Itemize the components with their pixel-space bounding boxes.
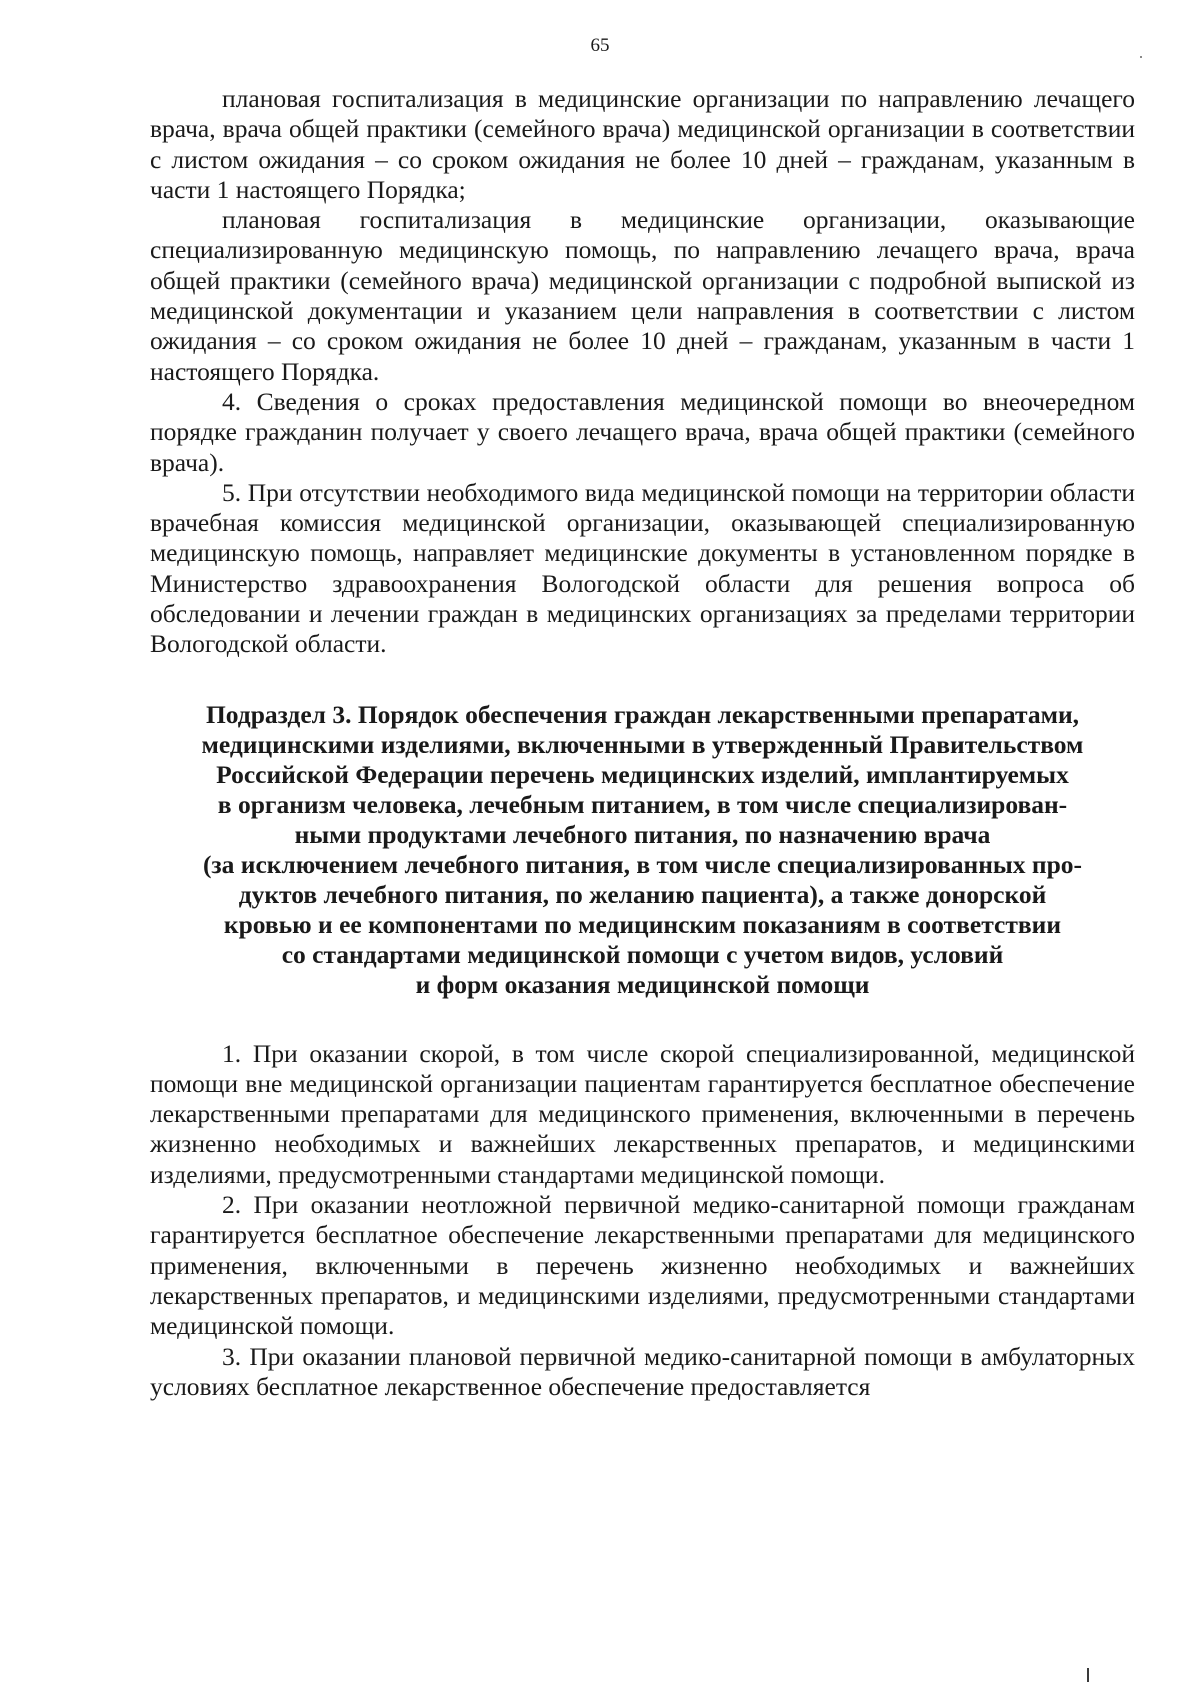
page-number: 65 <box>590 35 610 56</box>
section-heading <box>150 700 1135 1001</box>
scan-artifact-dot <box>1140 56 1142 58</box>
section-heading-line: дуктов лечебного питания, по желанию пациента), а также донорской <box>238 880 1047 910</box>
section-heading-line: медицинскими изделиями, включенными в утвержденный Правительством <box>201 729 1084 759</box>
paragraph-item-4: 4. Сведения о сроках предоставления медицинской помощи во внеочередном порядке гражданин получает у своего лечащего врача, врача общей практики (семейного врача). <box>150 386 1135 477</box>
section-heading-line: (за исключением лечебного питания, в том числе специализированных про- <box>202 850 1083 880</box>
paragraph-item-2: 2. При оказании неотложной первичной медико-санитарной помощи гражданам гарантируется бесплатное обеспечение лекарственными препаратами для медицинского применения, включенными в перечень жизненно необходимых и важнейших лекарственных препаратов, и медицинскими изделиями, предусмотренными стандартами медицинской помощи. <box>150 1190 1135 1341</box>
section-heading-line: Российской Федерации перечень медицинских изделий, имплантируемых <box>216 759 1069 789</box>
section-heading-line: кровью и ее компонентами по медицинским показаниям в соответствии <box>223 910 1062 940</box>
section-heading-line: ными продуктами лечебного питания, по назначению врача <box>294 820 991 850</box>
section-heading-line: в организм человека, лечебным питанием, в том числе специализирован- <box>217 789 1068 819</box>
paragraph-item-5: 5. При отсутствии необходимого вида медицинской помощи на территории области врачебная комиссия медицинской организации, оказывающей специализированную медицинскую помощь, направляет медицинские документы в установленном порядке в Министерство здравоохранения Вологодской области для решения вопроса об обследовании и лечении граждан в медицинских организациях за пределами территории Вологодской области. <box>150 477 1135 659</box>
scan-artifact-tick <box>1087 1668 1089 1682</box>
section-heading-line: Подраздел 3. Порядок обеспечения граждан лекарственными препаратами, <box>205 699 1080 729</box>
paragraph-item-3: 3. При оказании плановой первичной медико-санитарной помощи в амбулаторных условиях бесплатное лекарственное обеспечение предоставляется <box>150 1341 1135 1401</box>
paragraph-planned-hospitalization: плановая госпитализация в медицинские организации по направлению лечащего врача, врача общей практики (семейного врача) медицинской организации в соответствии с листом ожидания – со сроком ожидания не более 10 дней – гражданам, указанным в части 1 настоящего Порядка; <box>150 84 1135 204</box>
document-body <box>150 84 1135 1402</box>
paragraph-item-1: 1. При оказании скорой, в том числе скорой специализированной, медицинской помощи вне медицинской организации пациентам гарантируется бесплатное обеспечение лекарственными препаратами для медицинского применения, включенными в перечень жизненно необходимых и важнейших лекарственных препаратов, и медицинскими изделиями, предусмотренными стандартами медицинской помощи. <box>150 1038 1135 1189</box>
paragraph-planned-specialized-hospitalization: плановая госпитализация в медицинские организации, оказывающие специализированную медицинскую помощь, по направлению лечащего врача, врача общей практики (семейного врача) медицинской организации с подробной выпиской из медицинской документации и указанием цели направления в соответствии с листом ожидания – со сроком ожидания не более 10 дней – гражданам, указанным в части 1 настоящего Порядка. <box>150 205 1135 386</box>
section-heading-line: со стандартами медицинской помощи с учетом видов, условий <box>281 940 1004 970</box>
section-heading-line: и форм оказания медицинской помощи <box>415 970 870 1000</box>
